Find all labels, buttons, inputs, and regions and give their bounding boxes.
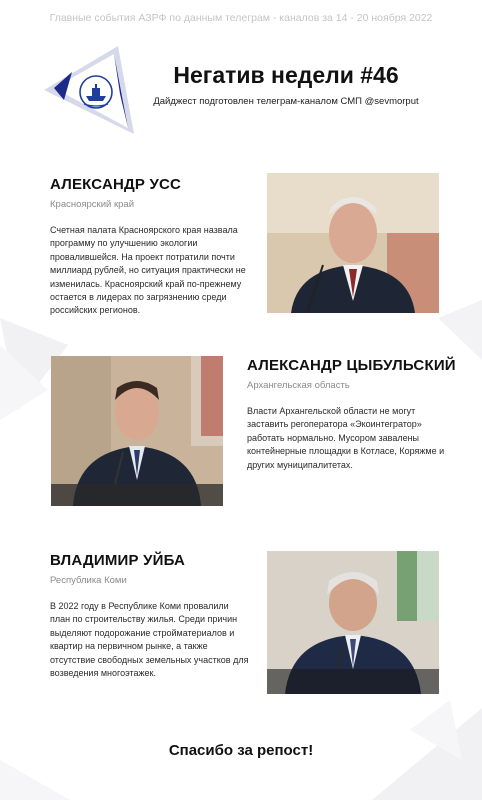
person-description: Счетная палата Красноярского края назвала программу по улучшению экологии провалившейся. На проект потратили почти миллиард рублей, но ситуация практически не изменилась. Красноярский край по-прежнему остается в лидерах по загрязнению среди российских регионов. xyxy=(50,225,246,316)
photo-uyba xyxy=(267,551,439,694)
person-name: АЛЕКСАНДР УСС xyxy=(50,176,182,193)
person-region: Архангельская область xyxy=(247,380,350,391)
person-card-uss xyxy=(50,176,250,318)
photo-uss xyxy=(267,173,439,313)
person-card-uyba xyxy=(50,552,250,680)
smp-logo xyxy=(44,44,136,136)
digest-caption: Главные события АЗРФ по данным телеграм - каналов за 14 - 20 ноября 2022 xyxy=(49,12,433,24)
person-card-tsybulsky xyxy=(247,357,457,472)
person-name: ВЛАДИМИР УЙБА xyxy=(50,552,186,569)
page-subtitle: Дайджест подготовлен телеграм-каналом СМП @sevmorput xyxy=(153,96,419,107)
person-description: Власти Архангельской области не могут заставить регоператора «Экоинтегратор» работать нормально. Мусором завалены контейнерные площадки в Котласе, Коряжме и других муниципалитетах. xyxy=(247,406,445,470)
person-region: Красноярский край xyxy=(50,199,134,210)
person-region: Республика Коми xyxy=(50,575,127,586)
page-title: Негатив недели #46 xyxy=(173,62,399,88)
thanks-for-repost: Спасибо за репост! xyxy=(168,742,314,759)
person-description: В 2022 году в Республике Коми провалили план по строительству жилья. Среди причин выделяют подорожание стройматериалов и квартир на первичном рынке, а также отсутствие свободных земельных участков для возведения многоэтажек. xyxy=(50,601,249,679)
person-name: АЛЕКСАНДР ЦЫБУЛЬСКИЙ xyxy=(247,357,456,374)
photo-tsybulsky xyxy=(51,356,223,506)
